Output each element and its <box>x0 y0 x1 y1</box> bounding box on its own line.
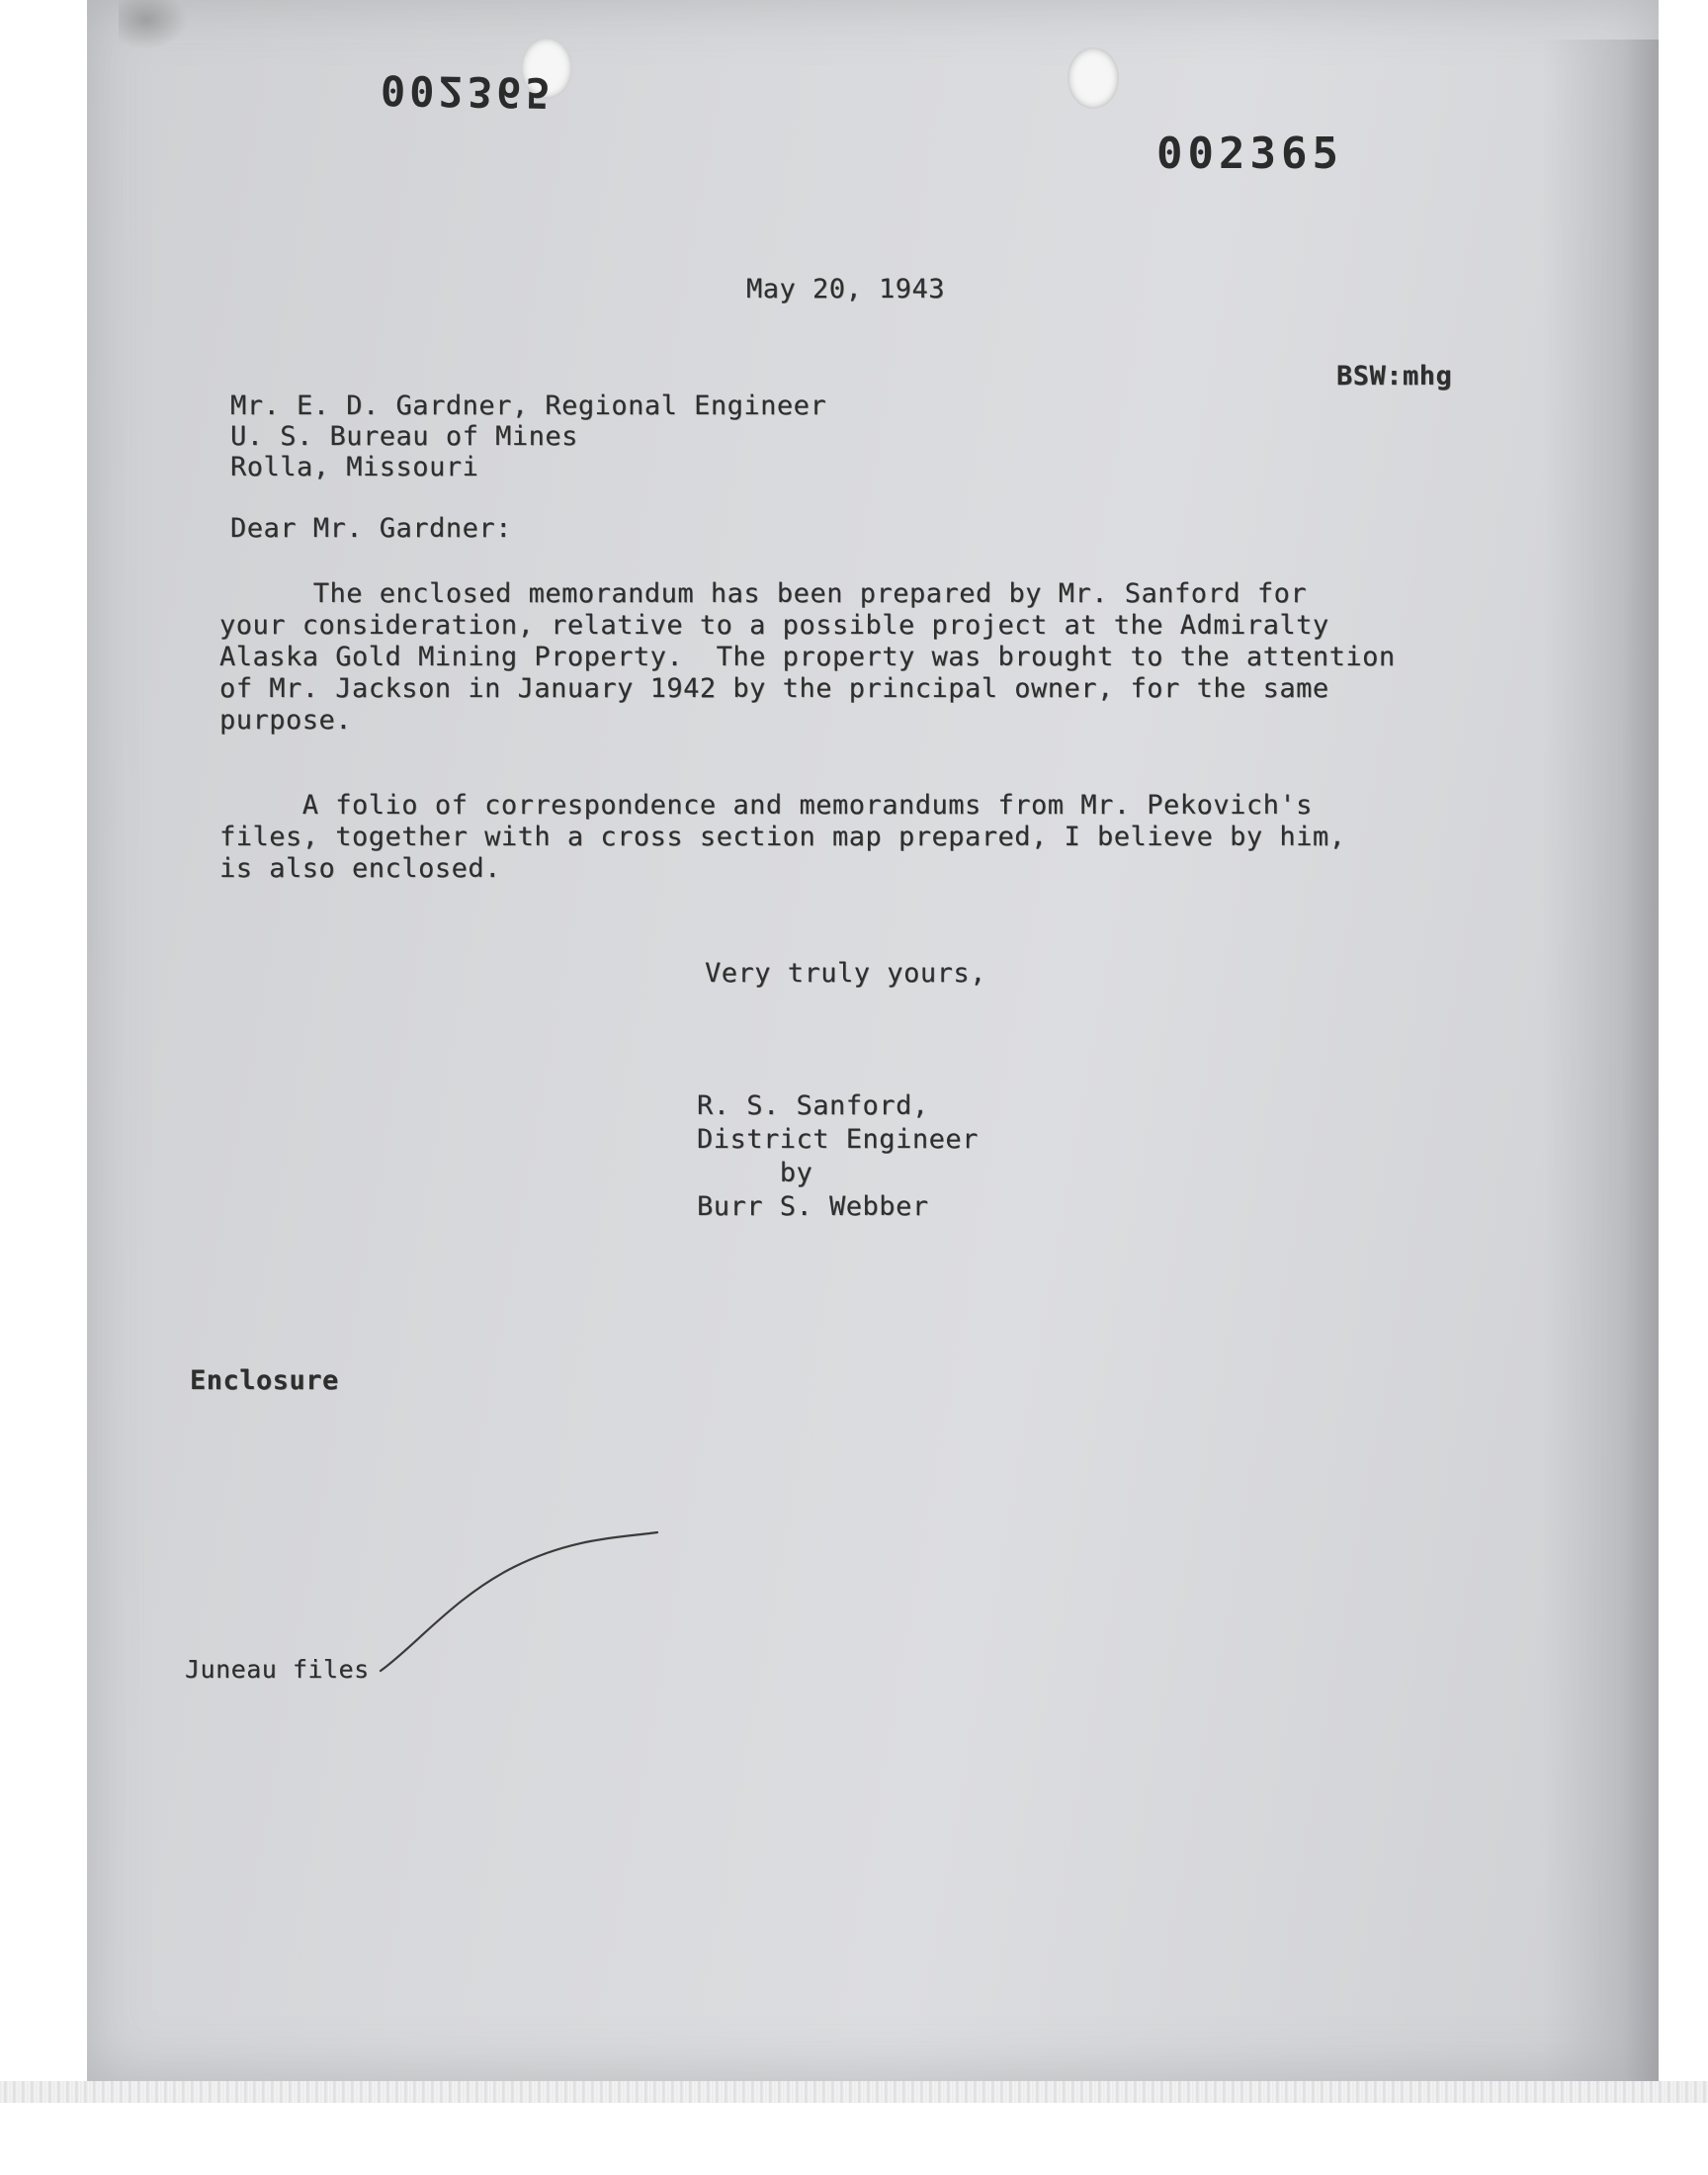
body-line: purpose. <box>219 705 353 736</box>
handwritten-pen-stroke <box>376 1527 662 1676</box>
enclosure-note: Enclosure <box>190 1365 339 1396</box>
body-line: is also enclosed. <box>219 853 501 884</box>
signature-line: by <box>697 1158 813 1188</box>
scan-bottom-artifact <box>0 2081 1708 2103</box>
body-line: The enclosed memorandum has been prepared by Mr. Sanford for <box>230 578 1308 609</box>
reference-initials: BSW:mhg <box>1336 361 1453 392</box>
recipient-line: Mr. E. D. Gardner, Regional Engineer <box>230 391 827 421</box>
signature-line: Burr S. Webber <box>697 1191 929 1222</box>
stamp-number: 002365 <box>1156 129 1343 179</box>
closing: Very truly yours, <box>705 958 986 989</box>
signature-line: R. S. Sanford, <box>697 1090 929 1121</box>
file-note: Juneau files <box>185 1655 370 1684</box>
reversed-stamp-number: 002365 <box>380 65 555 118</box>
paper-sheet <box>87 0 1659 2081</box>
body-line: of Mr. Jackson in January 1942 by the principal owner, for the same <box>219 673 1329 704</box>
signature-line: District Engineer <box>697 1124 979 1155</box>
body-line: Alaska Gold Mining Property. The property was brought to the attention <box>219 642 1396 672</box>
corner-smudge <box>119 0 188 49</box>
letter-date: May 20, 1943 <box>746 274 946 304</box>
salutation: Dear Mr. Gardner: <box>230 513 512 544</box>
body-line: A folio of correspondence and memorandums from Mr. Pekovich's <box>219 790 1313 821</box>
punch-hole-right <box>1068 47 1119 109</box>
recipient-line: U. S. Bureau of Mines <box>230 421 578 452</box>
paper-shadow-edge <box>1542 40 1659 2081</box>
recipient-line: Rolla, Missouri <box>230 452 479 482</box>
body-line: your consideration, relative to a possible project at the Admiralty <box>219 610 1329 641</box>
body-line: files, together with a cross section map prepared, I believe by him, <box>219 822 1346 852</box>
